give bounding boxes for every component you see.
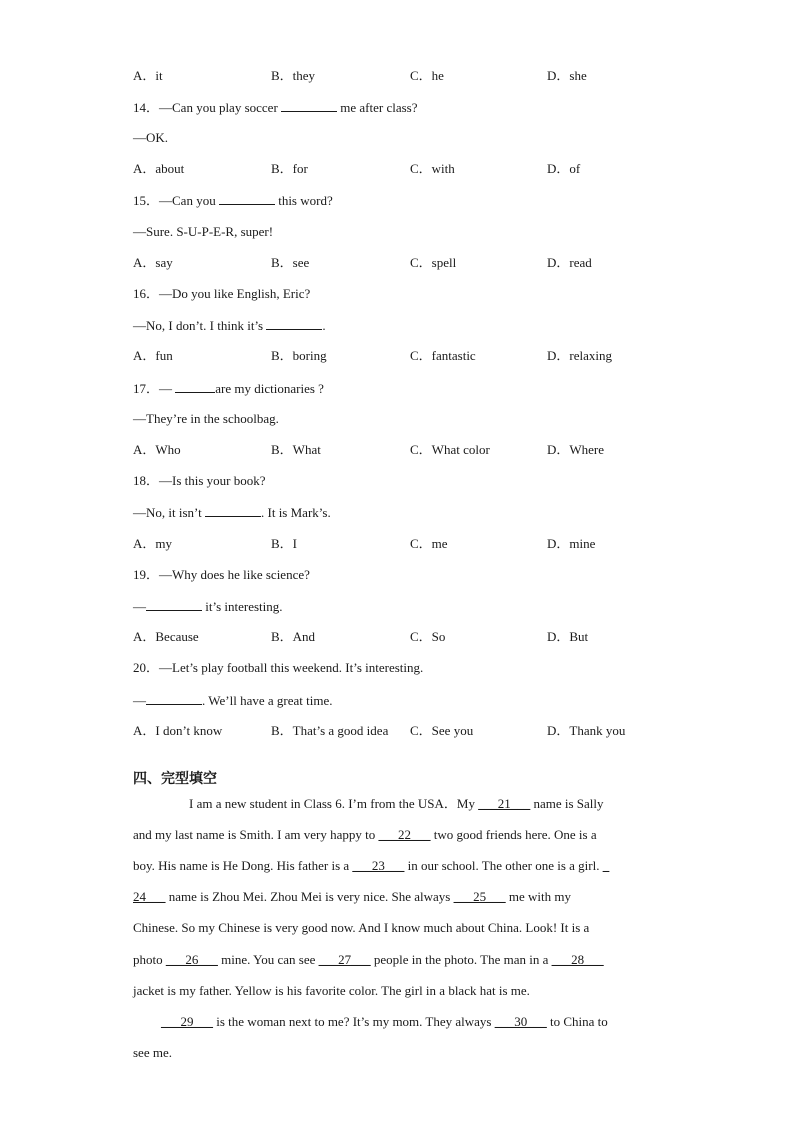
q13-options [133, 67, 693, 85]
cloze-line: boy. His name is He Dong. His father is a ___23___ in our school. The other one is a girl. _ [133, 858, 610, 873]
answer-blank[interactable] [175, 379, 215, 393]
option-a[interactable]: A．Who [133, 442, 181, 457]
option-c[interactable]: C．See you [410, 723, 474, 738]
option-a[interactable]: A．say [133, 255, 173, 270]
cloze-line: 24___ name is Zhou Mei. Zhou Mei is very nice. She always ___25___ me with my [133, 889, 571, 904]
question-19-reply: — it’s interesting. [133, 599, 283, 614]
option-a[interactable]: A．fun [133, 348, 173, 363]
option-c[interactable]: C．he [410, 68, 444, 83]
option-d[interactable]: D．Where [547, 442, 605, 457]
cloze-blank-24-start[interactable]: _ [602, 858, 610, 873]
option-c[interactable]: C．What color [410, 442, 490, 457]
option-c[interactable]: C．with [410, 161, 455, 176]
question-18-reply: —No, it isn’t . It is Mark’s. [133, 505, 331, 520]
option-d[interactable]: D．relaxing [547, 348, 612, 363]
answer-blank[interactable] [205, 503, 261, 517]
option-a[interactable]: A．Because [133, 629, 199, 644]
question-16-options [133, 347, 693, 365]
option-d[interactable]: D．Thank you [547, 723, 626, 738]
cloze-blank-22[interactable]: ___22___ [378, 827, 431, 842]
option-d[interactable]: D．she [547, 68, 587, 83]
option-a[interactable]: A．I don’t know [133, 723, 223, 738]
cloze-blank-23[interactable]: ___23___ [352, 858, 405, 873]
option-c[interactable]: C．fantastic [410, 348, 476, 363]
question-17-reply: —They’re in the schoolbag. [133, 411, 279, 426]
option-b[interactable]: B．What [271, 442, 321, 457]
cloze-line: and my last name is Smith. I am very happy to ___22___ two good friends here. One is a [133, 827, 597, 842]
question-18-stem: 18．—Is this your book? [133, 473, 266, 488]
cloze-blank-21[interactable]: ___21___ [478, 796, 531, 811]
option-b[interactable]: B．they [271, 68, 316, 83]
option-c[interactable]: C．So [410, 629, 446, 644]
cloze-blank-29[interactable]: ___29___ [161, 1014, 213, 1029]
question-18-options [133, 535, 693, 553]
cloze-line: I am a new student in Class 6. I’m from the USA．My ___21___ name is Sally [189, 796, 604, 811]
cloze-blank-25[interactable]: ___25___ [453, 889, 506, 904]
question-20-options [133, 722, 693, 740]
cloze-blank-26[interactable]: ___26___ [165, 952, 218, 967]
option-d[interactable]: D．mine [547, 536, 596, 551]
option-b[interactable]: B．That’s a good idea [271, 723, 389, 738]
question-17-options [133, 441, 693, 459]
answer-blank[interactable] [146, 691, 202, 705]
question-16-reply: —No, I don’t. I think it’s . [133, 318, 326, 333]
section-title: 四、完型填空 [133, 771, 217, 787]
cloze-line: Chinese. So my Chinese is very good now. And I know much about China. Look! It is a [133, 920, 590, 935]
question-16-stem: 16．—Do you like English, Eric? [133, 286, 311, 301]
option-c[interactable]: C．me [410, 536, 448, 551]
option-d[interactable]: D．But [547, 629, 589, 644]
question-15-stem: 15．—Can you this word? [133, 193, 333, 208]
cloze-blank-28[interactable]: ___28___ [551, 952, 604, 967]
question-15-options [133, 254, 693, 272]
cloze-blank-27[interactable]: ___27___ [318, 952, 371, 967]
question-14-reply: —OK. [133, 130, 169, 145]
option-b[interactable]: B．I [271, 536, 298, 551]
question-15-reply: —Sure. S-U-P-E-R, super! [133, 224, 274, 239]
answer-blank[interactable] [146, 597, 202, 611]
question-17-stem: 17．— are my dictionaries ? [133, 381, 324, 396]
cloze-line: photo ___26___ mine. You can see ___27___ people in the photo. The man in a ___28___ [133, 952, 604, 967]
answer-blank[interactable] [266, 316, 322, 330]
option-d[interactable]: D．of [547, 161, 581, 176]
option-a[interactable]: A．my [133, 536, 173, 551]
answer-blank[interactable] [281, 98, 337, 112]
option-a[interactable]: A．it [133, 68, 163, 83]
question-19-options [133, 628, 693, 646]
question-14-stem: 14．—Can you play soccer me after class? [133, 100, 418, 115]
cloze-line: jacket is my father. Yellow is his favorite color. The girl in a black hat is me. [133, 983, 530, 998]
option-b[interactable]: B．And [271, 629, 316, 644]
option-b[interactable]: B．for [271, 161, 308, 176]
question-19-stem: 19．—Why does he like science? [133, 567, 310, 582]
option-c[interactable]: C．spell [410, 255, 457, 270]
cloze-line: see me. [133, 1045, 172, 1060]
answer-blank[interactable] [219, 191, 275, 205]
question-20-stem: 20．—Let’s play football this weekend. It’s interesting. [133, 660, 424, 675]
question-20-reply: — . We’ll have a great time. [133, 693, 333, 708]
option-a[interactable]: A．about [133, 161, 185, 176]
question-14-options [133, 160, 693, 178]
option-d[interactable]: D．read [547, 255, 592, 270]
option-b[interactable]: B．boring [271, 348, 327, 363]
cloze-blank-30[interactable]: ___30___ [494, 1014, 547, 1029]
cloze-line: ___29___ is the woman next to me? It’s my mom. They always ___30___ to China to [161, 1014, 608, 1029]
option-b[interactable]: B．see [271, 255, 310, 270]
cloze-blank-24[interactable]: 24___ [133, 889, 166, 904]
